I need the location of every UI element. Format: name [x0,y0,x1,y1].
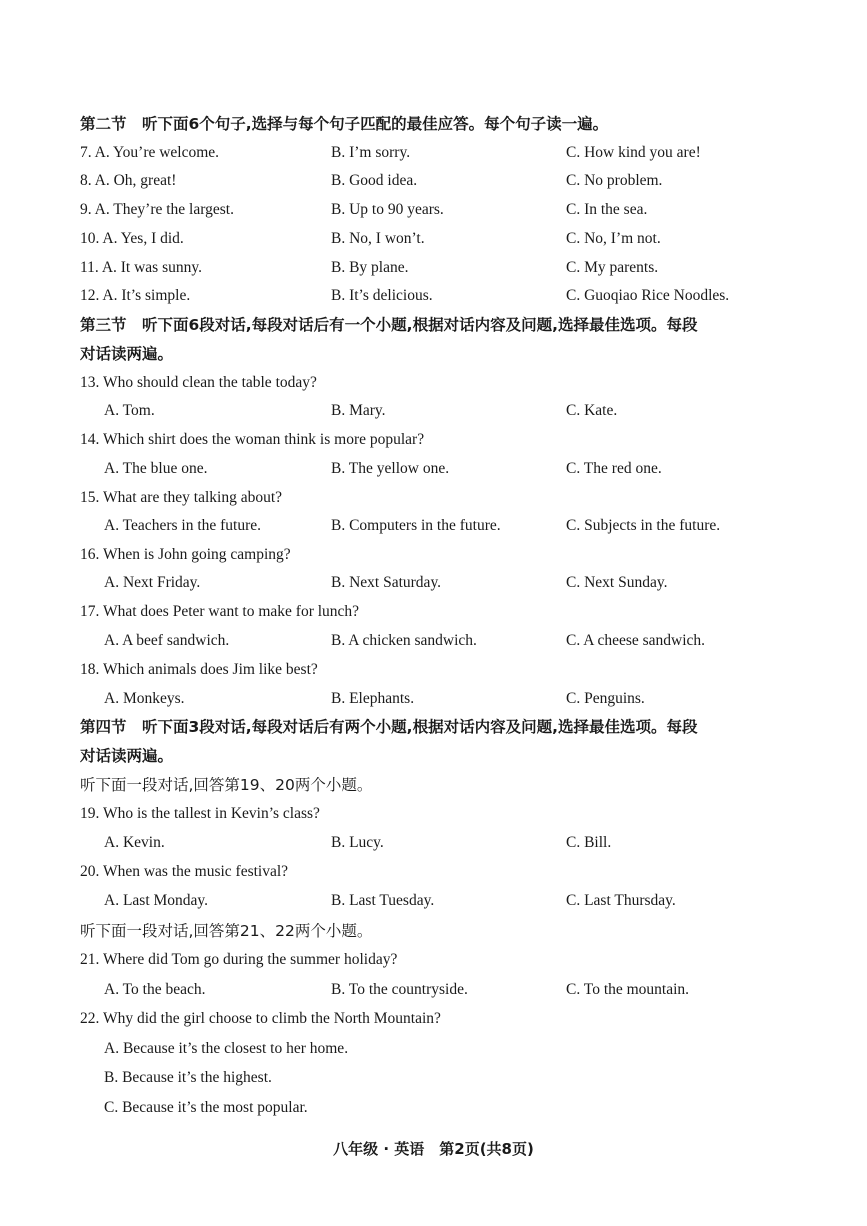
question-21-stem [0,946,867,974]
question-22-stem [0,1005,867,1033]
q16-option-b: B. Next Saturday. [331,574,442,591]
question-9 [0,196,867,224]
q14-option-c: C. The red one. [566,460,662,477]
q7-option-a: 7. A. You’re welcome. [80,144,220,161]
q14-option-a: A. The blue one. [104,460,208,477]
q22-option-c: C. Because it’s the most popular. [104,1099,308,1116]
q8-option-c: C. No problem. [566,172,663,189]
q9-option-c: C. In the sea. [566,201,648,218]
question-20-options [0,887,867,915]
section-4-header-cont: 对话读两遍。 [80,747,174,765]
question-7 [0,139,867,167]
dialogue-intro-21-22: 听下面一段对话,回答第21、22两个小题。 [80,922,373,940]
question-22-option-c-line [0,1094,867,1122]
question-16-options [0,569,867,597]
q22-option-a: A. Because it’s the closest to her home. [104,1040,349,1057]
q7-option-c: C. How kind you are! [566,144,701,161]
q21-stem: 21. Where did Tom go during the summer holiday? [80,951,398,968]
q17-option-a: A. A beef sandwich. [104,632,230,649]
section-4-header-line-1 [0,713,867,741]
q15-option-a: A. Teachers in the future. [104,517,262,534]
q12-option-a: 12. A. It’s simple. [80,287,191,304]
q12-option-b: B. It’s delicious. [331,287,433,304]
section-4-intro-a-line [0,771,867,799]
section-3-header-cont: 对话读两遍。 [80,345,174,363]
q14-option-b: B. The yellow one. [331,460,450,477]
question-13-stem [0,369,867,397]
question-14-stem [0,426,867,454]
q11-option-a: 11. A. It was sunny. [80,259,202,276]
q19-option-a: A. Kevin. [104,834,165,851]
q7-option-b: B. I’m sorry. [331,144,411,161]
question-15-options [0,512,867,540]
question-20-stem [0,858,867,886]
section-4-header-line-2 [0,742,867,770]
q17-stem: 17. What does Peter want to make for lunch? [80,603,360,620]
section-2-header-line [0,110,867,138]
question-14-options [0,455,867,483]
q21-option-c: C. To the mountain. [566,981,690,998]
question-17-stem [0,598,867,626]
q21-option-b: B. To the countryside. [331,981,468,998]
question-19-stem [0,800,867,828]
q13-option-a: A. Tom. [104,402,155,419]
q17-option-c: C. A cheese sandwich. [566,632,706,649]
q10-option-a: 10. A. Yes, I did. [80,230,184,247]
q10-option-b: B. No, I won’t. [331,230,425,247]
section-4-header: 第四节 听下面3段对话,每段对话后有两个小题,根据对话内容及问题,选择最佳选项。每段 [80,718,698,736]
q8-option-b: B. Good idea. [331,172,418,189]
q18-option-a: A. Monkeys. [104,690,185,707]
q9-option-a: 9. A. They’re the largest. [80,201,234,218]
q15-option-b: B. Computers in the future. [331,517,501,534]
q18-stem: 18. Which animals does Jim like best? [80,661,318,678]
q12-option-c: C. Guoqiao Rice Noodles. [566,287,730,304]
q15-option-c: C. Subjects in the future. [566,517,721,534]
q11-option-c: C. My parents. [566,259,659,276]
q16-option-c: C. Next Sunday. [566,574,668,591]
q20-option-c: C. Last Thursday. [566,892,676,909]
q21-option-a: A. To the beach. [104,981,206,998]
q18-option-b: B. Elephants. [331,690,415,707]
question-15-stem [0,484,867,512]
question-10 [0,225,867,253]
section-3-header-line-1 [0,311,867,339]
q14-stem: 14. Which shirt does the woman think is more popular? [80,431,425,448]
page-footer: 八年级 · 英语 第2页(共8页) [333,1140,534,1158]
q16-option-a: A. Next Friday. [104,574,201,591]
q9-option-b: B. Up to 90 years. [331,201,444,218]
q17-option-b: B. A chicken sandwich. [331,632,477,649]
q22-stem: 22. Why did the girl choose to climb the North Mountain? [80,1010,441,1027]
q19-option-c: C. Bill. [566,834,612,851]
q15-stem: 15. What are they talking about? [80,489,283,506]
question-16-stem [0,541,867,569]
question-18-stem [0,656,867,684]
q22-option-b: B. Because it’s the highest. [104,1069,272,1086]
dialogue-intro-19-20: 听下面一段对话,回答第19、20两个小题。 [80,776,373,794]
section-2-header: 第二节 听下面6个句子,选择与每个句子匹配的最佳应答。每个句子读一遍。 [80,115,609,133]
question-17-options [0,627,867,655]
q11-option-b: B. By plane. [331,259,409,276]
q8-option-a: 8. A. Oh, great! [80,172,177,189]
q10-option-c: C. No, I’m not. [566,230,661,247]
q13-stem: 13. Who should clean the table today? [80,374,317,391]
q13-option-b: B. Mary. [331,402,386,419]
question-13-options [0,397,867,425]
question-19-options [0,829,867,857]
question-11 [0,254,867,282]
question-12 [0,282,867,310]
q20-option-b: B. Last Tuesday. [331,892,435,909]
question-22-option-a-line [0,1035,867,1063]
section-3-header: 第三节 听下面6段对话,每段对话后有一个小题,根据对话内容及问题,选择最佳选项。每段 [80,316,698,334]
question-8 [0,167,867,195]
q20-option-a: A. Last Monday. [104,892,209,909]
q16-stem: 16. When is John going camping? [80,546,291,563]
q19-option-b: B. Lucy. [331,834,384,851]
q19-stem: 19. Who is the tallest in Kevin’s class? [80,805,320,822]
q20-stem: 20. When was the music festival? [80,863,289,880]
question-18-options [0,685,867,713]
section-4-intro-b-line [0,917,867,945]
q13-option-c: C. Kate. [566,402,618,419]
q18-option-c: C. Penguins. [566,690,645,707]
section-3-header-line-2 [0,340,867,368]
question-22-option-b-line [0,1064,867,1092]
question-21-options [0,976,867,1004]
